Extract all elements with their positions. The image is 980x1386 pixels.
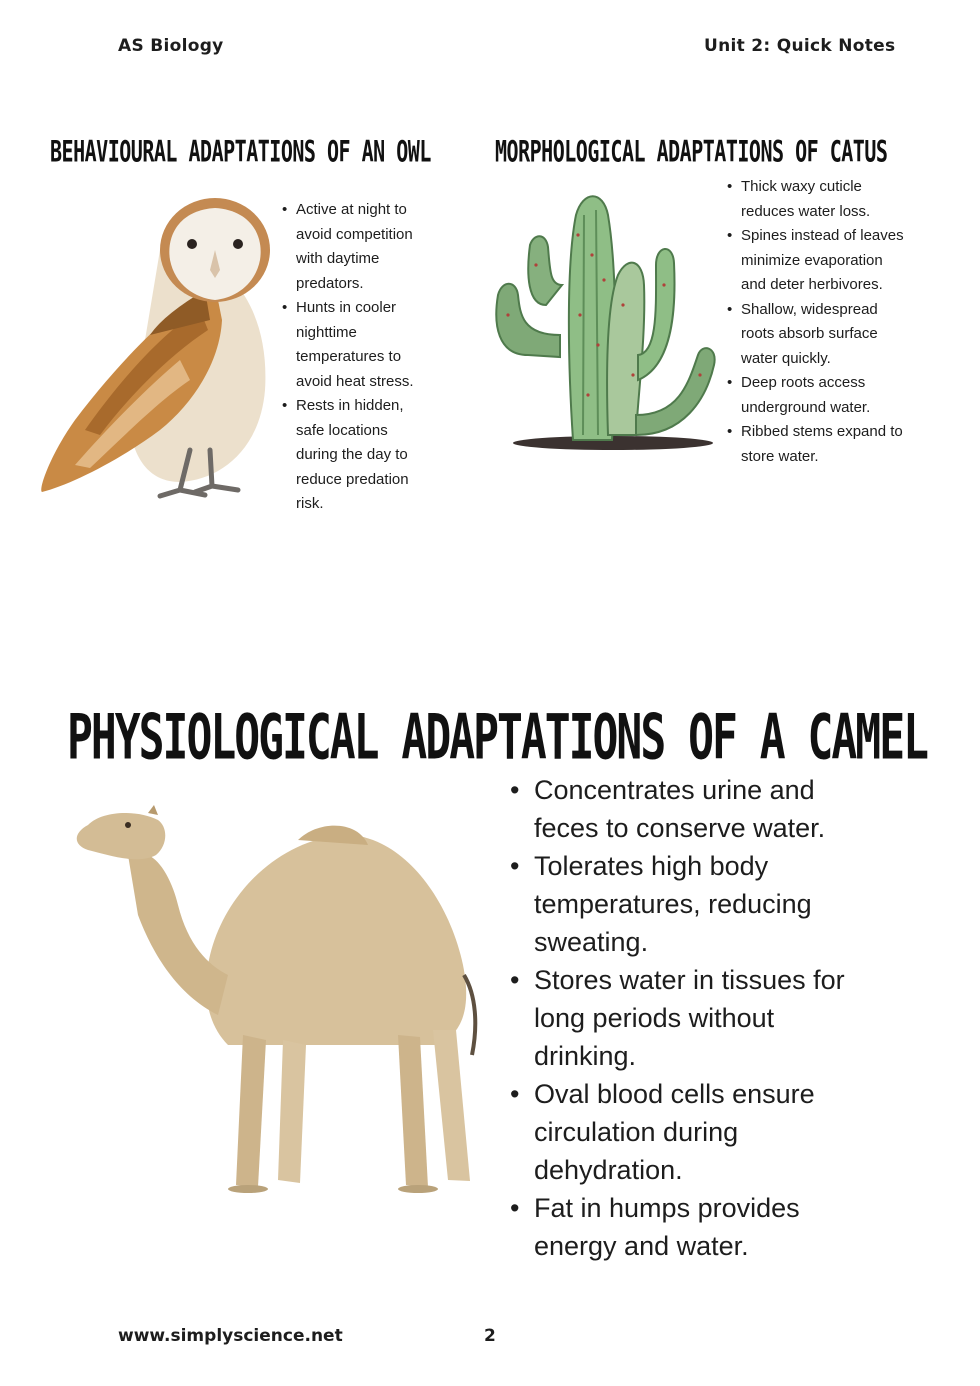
list-item: • Tolerates high body temperatures, reducing sweating. — [510, 847, 870, 961]
list-item: • Concentrates urine and feces to conserve water. — [510, 771, 870, 847]
list-item: • Hunts in cooler nighttime temperatures to avoid heat stress. — [282, 296, 432, 394]
cactus-adaptation-list — [727, 175, 907, 469]
camel-adaptation-list — [510, 771, 870, 1265]
list-item: • Thick waxy cuticle reduces water loss. — [727, 175, 907, 224]
camel-section-title: PHYSIOLOGICAL ADAPTATIONS OF A CAMEL — [67, 702, 927, 775]
list-item: • Ribbed stems expand to store water. — [727, 420, 907, 469]
cactus-section-title: MORPHOLOGICAL ADAPTATIONS OF CATUS — [495, 134, 888, 169]
owl-section-title: BEHAVIOURAL ADAPTATIONS OF AN OWL — [50, 134, 431, 169]
list-item: • Deep roots access underground water. — [727, 371, 907, 420]
camel-photo — [68, 805, 488, 1197]
cactus-illustration — [488, 185, 723, 455]
list-item: • Spines instead of leaves minimize evaporation and deter herbivores. — [727, 224, 907, 298]
header-unit: Unit 2: Quick Notes — [704, 36, 896, 56]
header-subject: AS Biology — [118, 36, 224, 56]
footer-website-link[interactable]: www.simplyscience.net — [118, 1326, 343, 1346]
list-item: • Stores water in tissues for long periods without drinking. — [510, 961, 870, 1075]
list-item: • Oval blood cells ensure circulation during dehydration. — [510, 1075, 870, 1189]
owl-illustration — [30, 190, 280, 500]
list-item: • Fat in humps provides energy and water. — [510, 1189, 870, 1265]
list-item: • Active at night to avoid competition with daytime predators. — [282, 198, 432, 296]
page-number: 2 — [484, 1326, 496, 1346]
owl-adaptation-list — [282, 198, 432, 517]
list-item: • Rests in hidden, safe locations during the day to reduce predation risk. — [282, 394, 432, 517]
list-item: • Shallow, widespread roots absorb surface water quickly. — [727, 298, 907, 372]
